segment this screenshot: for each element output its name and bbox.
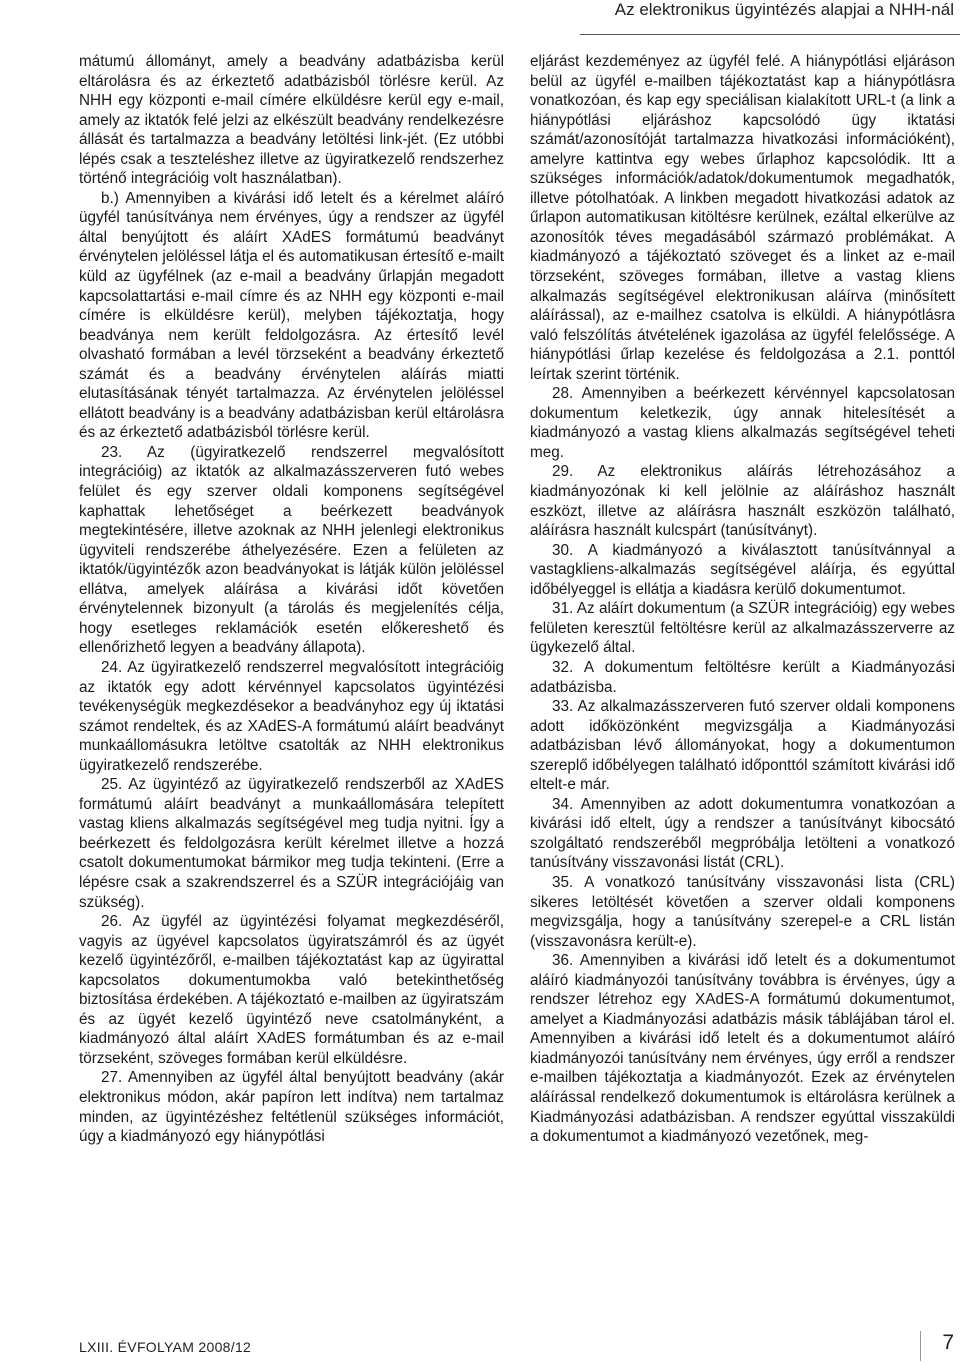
paragraph: 30. A kiadmányozó a kiválasztott tanúsítvánnyal a vastagkliens-alkalmazás segítségével aláírja, és egyúttal időbélyeggel is ellátja a kiadásra kerülő dokumentumot. <box>530 541 955 598</box>
footer-volume: LXIII. ÉVFOLYAM 2008/12 <box>79 1339 252 1355</box>
paragraph: 28. Amennyiben a beérkezett kérvénnyel kapcsolatosan dokumentum keletkezik, úgy annak hitelesítését a kiadmányozó a vastag kliens alkalmazás segítségével teheti meg. <box>530 385 955 461</box>
paragraph: 34. Amennyiben az adott dokumentumra vonatkozóan a kivárási idő eltelt, úgy a rendszer a tanúsítványt kibocsátó szolgáltató rendszeréből megpróbálja letölteni a vonatkozó tanúsítvány visszavonási listát (CRL). <box>530 795 955 872</box>
footer-divider <box>920 1331 921 1361</box>
paragraph: 23. Az (ügyiratkezelő rendszerrel megvalósított integrációig) az iktatók az alkalmazásszerveren futó webes felület és egy szerver oldali komponens segítségével kaphattak lehetőséget a beérkezett beadványok megtekintésére, illetve azoknak az NHH jelenlegi elektronikus ügyviteli rendszerébe áthelyezésére. Ezen a felületen az iktatók/ügyintézők azon beadványokat is látják külön jelöléssel ellátva, amelyek aláírása a kivárási időt követően érvénytelennek bizonyult (a tárolás és megjelenítés célja, hogy esetleges reklamációk esetén előkereshető és ellenőrizhető legyen a beadvány állapota). <box>79 443 504 657</box>
paragraph: eljárást kezdeményez az ügyfél felé. A hiánypótlási eljáráson belül az ügyfél e-mailben tájékoztatást kap a hiánypótlásra vonatkozóan, és kap egy speciálisan kialakított URL-t (a link a hiánypótlási eljáráshoz kapcsolódó ügy iktatási számát/azonosítóját tartalmazza hivatkozási információként), amelyre kattintva egy webes űrlaphoz kapcsolódik. Itt a szükséges információk/adatok/dokumentumok megadhatók, illetve pótolhatóak. A linkben megadott hivatkozási adatok az űrlapon automatikusan kitöltésre kerülnek, ezáltal elkerülve az azonosítók téves megadásából származó problémákat. A kiadmányozó a tájékoztató szöveget és a linket az e-mail törzseként, szöveges formában, illetve a vastag kliens alkalmazás segítségével elektronikusan aláírva (minősített aláírással), az e-mailhez csatolva is elküldi. A hiánypótlásra való felszólítás átvételének igazolása az ügyfél felelőssége. A hiánypótlási űrlap kezelése és feldolgozása a 2.1. ponttól leírtak szerint történik. <box>530 53 955 383</box>
page-number: 7 <box>942 1331 954 1354</box>
paragraph: mátumú állományt, amely a beadvány adatbázisba kerül eltárolásra és az érkeztető adatbázisból törlésre kerül. Az NHH egy központi e-mail címére elküldésre kerül egy e-mail, amely az iktatók felé jelzi az elkészült beadvány rendelkezésre állását és tartalmazza a beadvány letöltési link-jét. (Ez utóbbi lépés csak a teszteléshez illetve az ügyiratkezelő rendszerhez történő integrációig volt használatban). <box>79 53 504 188</box>
paragraph: 32. A dokumentum feltöltésre került a Kiadmányozási adatbázisba. <box>530 658 955 696</box>
paragraph: 26. Az ügyfél az ügyintézési folyamat megkezdéséről, vagyis az ügyével kapcsolatos ügyiratszámról és az ügyét kezelő ügyintézőről, e-mailben tájékoztatást kap az ügyirattal kapcsolatos dokumentumokba való betekinthetőség biztosítása érdekében. A tájékoztató e-mailben az ügyiratszám és az ügyét kezelő ügyintéző neve csatolmányként, a kiadmányozó által aláírt XAdES formátumban és az e-mail törzseként, szöveges formában kerül elküldésre. <box>79 913 504 1067</box>
header-title: Az elektronikus ügyintézés alapjai a NHH-nál <box>614 0 954 19</box>
paragraph: 33. Az alkalmazásszerveren futó szerver oldali komponens adott időközönként megvizsgálja a Kiadmányozási adatbázisban lévő állományokat, hogy a dokumentumon szereplő időbélyegen található időponttól számított kivárási idő eltelt-e már. <box>530 698 955 794</box>
paragraph: 31. Az aláírt dokumentum (a SZÜR integrációig) egy webes felületen keresztül feltöltésre kerül az alkalmazásszerverre az ügykezelő által. <box>530 600 955 657</box>
paragraph: 35. A vonatkozó tanúsítvány visszavonási lista (CRL) sikeres letöltését követően a szerver oldali komponens megvizsgálja, hogy a tanúsítvány szerepel-e a CRL listán (visszavonásra került-e). <box>530 873 955 950</box>
paragraph: 36. Amennyiben a kivárási idő letelt és a dokumentumot aláíró kiadmányozói tanúsítvány továbbra is érvényes, úgy a rendszer létrehoz egy XAdES-A formátumú dokumentumot, amelyet a Kiadmányozási adatbázis másik táblájában tárol el. Amennyiben a kivárási idő letelt és a dokumentumot aláíró kiadmányozói tanúsítvány nem érvényes, úgy erről a rendszer e-mailben tájékoztatja a kiadmányozót. Ezek az érvénytelen aláírással rendelkező dokumentumok is eltárolásra kerülnek a Kiadmányozási adatbázisban. A rendszer egyúttal visszaküldi a dokumentumot a kiadmányozó vezetőnek, meg- <box>530 952 955 1146</box>
running-header <box>580 0 960 35</box>
paragraph: b.) Amennyiben a kivárási idő letelt és a kérelmet aláíró ügyfél tanúsítványa nem érvényes, úgy a rendszer az ügyfél által benyújtott és aláírt XAdES formátumú beadványt érvénytelen jelöléssel látja el és automatikusan értesítő e-mailt küld az ügyfélnek (az e-mail a beadvány űrlapján megadott kapcsolattartási e-mail címre és az NHH egy központi e-mail címére is elküldésre kerül), melyben tájékoztatja, hogy beadványa nem került feldolgozásra. Az értesítő levél olvasható formában a levél törzseként a beadvány érkeztető számát és a beadvány érvénytelen aláírás miatti elutasításának tényét tartalmazza. Az érvénytelen jelöléssel ellátott beadvány is a beadvány adatbázisban kerül eltárolásra és az érkeztető adatbázisból törlésre kerül. <box>79 189 504 442</box>
paragraph: 25. Az ügyintéző az ügyiratkezelő rendszerből az XAdES formátumú aláírt beadványt a munkaállomására telepített vastag kliens alkalmazás segítségével meg tudja nyitni. Így a beérkezett és feldolgozásra került kérelmet illetve a hozzá csatolt dokumentumokat bármikor meg tudja tekinteni. (Erre a lépésre csak a szakrendszerrel és a SZÜR integrációjáig van szükség). <box>79 776 504 911</box>
paragraph: 27. Amennyiben az ügyfél által benyújtott beadvány (akár elektronikus módon, akár papíron lett indítva) nem tartalmaz minden, az ügyintézéshez feltétlenül szükséges információt, úgy a kiadmányozó egy hiánypótlási <box>79 1069 504 1146</box>
paragraph: 24. Az ügyiratkezelő rendszerrel megvalósított integrációig az iktatók egy adott kérvénnyel kapcsolatos ügyintézési tevékenységük megkezdésekor a beadványhoz egy új iktatási számot rendeltek, és az XAdES-A formátumú aláírt beadványt munkaállomásukra letöltve csatolták az NHH elektronikus ügyiratkezelő rendszerébe. <box>79 658 504 774</box>
left-column <box>79 52 504 1147</box>
right-column <box>530 52 955 1147</box>
paragraph: 29. Az elektronikus aláírás létrehozásához a kiadmányozónak ki kell jelölnie az aláíráshoz használt eszközt, illetve az aláírásra használt eszközön található, aláírásra használt kulcspárt (tanúsítványt). <box>530 463 955 540</box>
